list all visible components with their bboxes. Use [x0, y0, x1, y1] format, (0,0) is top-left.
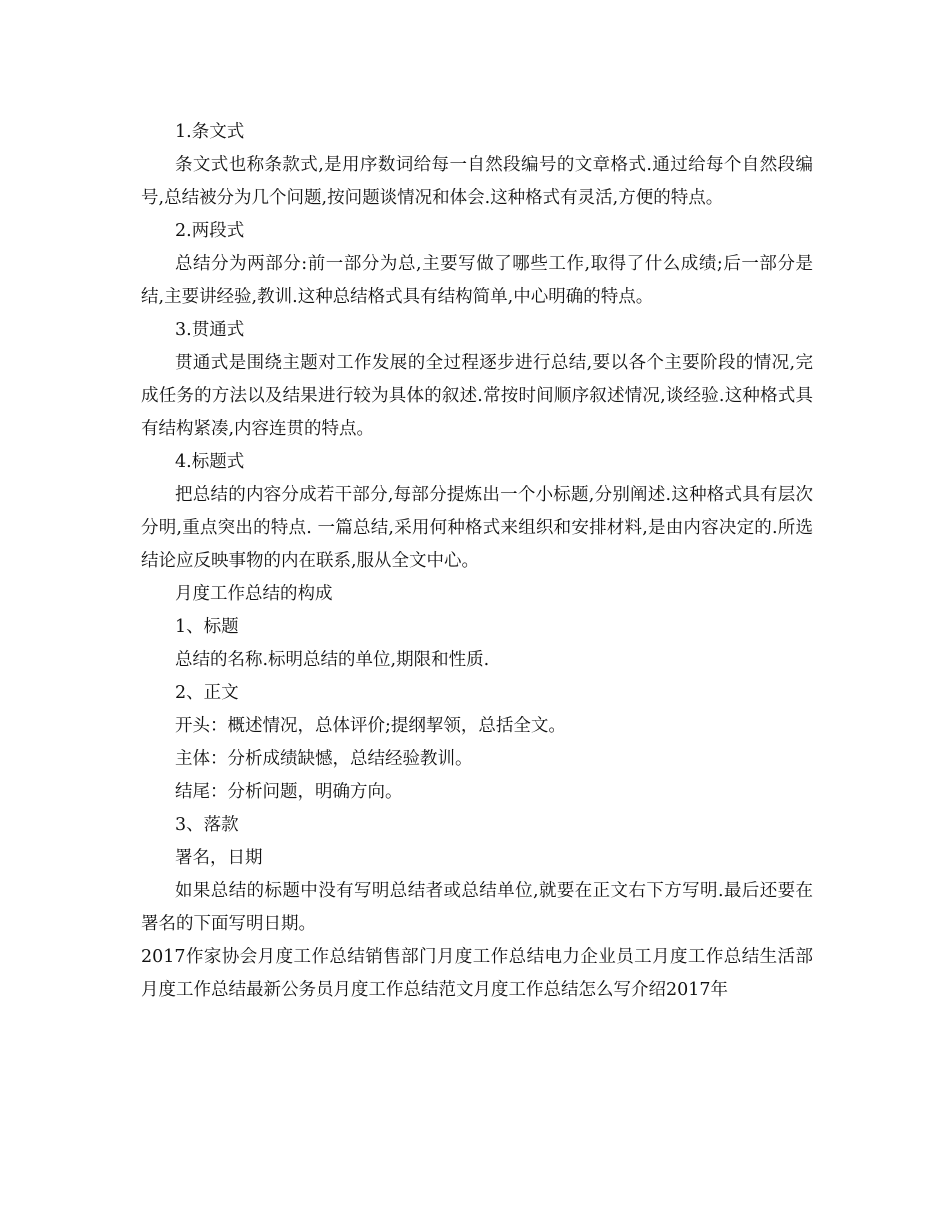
document-body	[141, 116, 813, 1007]
paragraph-signature-date: 署名，日期	[175, 848, 263, 868]
paragraph-tiaowen: 条文式也称条款式,是用序数词给每一自然段编号的文章格式.通过给每个自然段编号,总结被分为几个问题,按问题谈情况和体会.这种格式有灵活,方便的特点。	[141, 155, 813, 208]
paragraph-liangduan: 总结分为两部分:前一部分为总,主要写做了哪些工作,取得了什么成绩;后一部分是结,主要讲经验,教训.这种总结格式具有结构简单,中心明确的特点。	[141, 254, 813, 307]
heading-signature: 3、落款	[175, 815, 239, 835]
paragraph-main: 主体：分析成绩缺憾，总结经验教训。	[175, 749, 473, 769]
paragraph-title: 总结的名称.标明总结的单位,期限和性质.	[175, 650, 490, 670]
paragraph-guantong: 贯通式是围绕主题对工作发展的全过程逐步进行总结,要以各个主要阶段的情况,完成任务的方法以及结果进行较为具体的叙述.常按时间顺序叙述情况,谈经验.这种格式具有结构紧凑,内容连贯的特点。	[141, 353, 813, 439]
related-articles-text: 2017作家协会月度工作总结销售部门月度工作总结电力企业员工月度工作总结生活部月度工作总结最新公务员月度工作总结范文月度工作总结怎么写介绍2017年	[141, 947, 813, 1000]
paragraph-ending: 结尾：分析问题，明确方向。	[175, 782, 403, 802]
paragraph-signature-note: 如果总结的标题中没有写明总结者或总结单位,就要在正文右下方写明.最后还要在署名的下面写明日期。	[141, 881, 813, 934]
paragraph-biaoti: 把总结的内容分成若干部分,每部分提炼出一个小标题,分别阐述.这种格式具有层次分明,重点突出的特点. 一篇总结,采用何种格式来组织和安排材料,是由内容决定的.所选结论应反映事物的内在联系,服从全文中心。	[141, 485, 813, 571]
heading-body: 2、正文	[175, 683, 239, 703]
paragraph-opening: 开头：概述情况，总体评价;提纲挈领，总括全文。	[175, 716, 566, 736]
heading-liangduan: 2.两段式	[175, 221, 245, 241]
section-title-composition: 月度工作总结的构成	[175, 584, 333, 604]
heading-title: 1、标题	[175, 617, 239, 637]
heading-tiaowen: 1.条文式	[175, 122, 245, 142]
heading-guantong: 3.贯通式	[175, 320, 245, 340]
heading-biaoti: 4.标题式	[175, 452, 245, 472]
